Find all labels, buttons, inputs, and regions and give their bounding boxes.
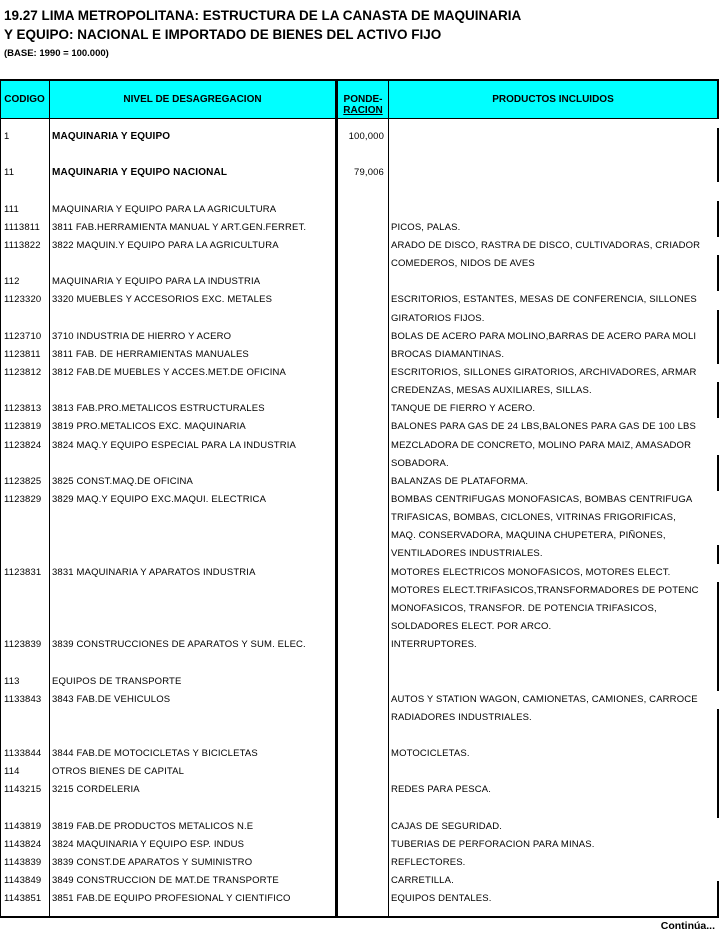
cell-codigo: 1143819 xyxy=(4,820,42,832)
cell-productos: ARADO DE DISCO, RASTRA DE DISCO, CULTIVADORAS, CRIADOR xyxy=(391,239,701,251)
cell-ponderacion xyxy=(338,711,384,725)
cell-productos xyxy=(391,675,719,689)
cell-nivel: 3824 MAQUINARIA Y EQUIPO ESP. INDUS xyxy=(52,838,245,850)
cell-codigo: 1143215 xyxy=(4,784,42,796)
cell-codigo: 1123710 xyxy=(4,330,42,342)
table-row xyxy=(0,820,719,834)
cell-productos: BROCAS DIAMANTINAS. xyxy=(391,348,505,360)
table-row xyxy=(0,566,719,580)
cell-codigo xyxy=(4,656,48,670)
table-row xyxy=(0,275,719,289)
cell-ponderacion xyxy=(338,802,384,816)
table-row xyxy=(0,511,719,525)
cell-productos: BALANZAS DE PLATAFORMA. xyxy=(391,475,529,487)
cell-productos xyxy=(391,203,719,217)
cell-codigo xyxy=(4,547,48,561)
cell-productos xyxy=(391,656,719,670)
cell-nivel: EQUIPOS DE TRANSPORTE xyxy=(52,675,182,687)
cell-nivel: 3813 FAB.PRO.METALICOS ESTRUCTURALES xyxy=(52,403,265,415)
cell-ponderacion xyxy=(338,275,384,289)
cell-productos: BOLAS DE ACERO PARA MOLINO,BARRAS DE ACERO PARA MOLI xyxy=(391,330,697,342)
cell-nivel: 3825 CONST.MAQ.DE OFICINA xyxy=(52,475,194,487)
cell-nivel xyxy=(52,257,335,271)
table-row xyxy=(0,765,719,779)
table-row xyxy=(0,892,719,906)
table-row xyxy=(0,184,719,198)
cell-ponderacion xyxy=(338,892,384,906)
cell-productos: AUTOS Y STATION WAGON, CAMIONETAS, CAMIONES, CARROCE xyxy=(391,693,698,705)
cell-productos: BOMBAS CENTRIFUGAS MONOFASICAS, BOMBAS CENTRIFUGA xyxy=(391,494,693,505)
header-ponderacion xyxy=(338,81,388,118)
table-row xyxy=(0,693,719,707)
cell-codigo: 1113822 xyxy=(4,239,41,251)
header-ponderacion-line-1: PONDE- xyxy=(343,93,383,105)
cell-nivel xyxy=(52,312,335,326)
cell-nivel: MAQUINARIA Y EQUIPO PARA LA AGRICULTURA xyxy=(52,203,277,215)
cell-ponderacion xyxy=(338,529,384,543)
cell-productos: COMEDEROS, NIDOS DE AVES xyxy=(391,258,535,270)
table-row xyxy=(0,420,719,434)
cell-codigo: 114 xyxy=(4,766,20,778)
cell-ponderacion xyxy=(338,457,384,471)
table-row xyxy=(0,312,719,326)
cell-nivel xyxy=(52,711,335,725)
cell-ponderacion xyxy=(338,384,384,398)
cell-nivel xyxy=(52,457,335,471)
table-row xyxy=(0,148,719,162)
cell-productos xyxy=(391,148,719,162)
table-row xyxy=(0,221,719,235)
cell-codigo: 1123320 xyxy=(4,294,42,306)
cell-codigo xyxy=(4,148,48,162)
cell-ponderacion xyxy=(338,856,384,870)
cell-nivel xyxy=(52,148,335,162)
cell-productos: CARRETILLA. xyxy=(391,875,454,887)
cell-nivel xyxy=(52,802,335,816)
cell-ponderacion xyxy=(338,439,384,453)
table-row xyxy=(0,330,719,344)
cell-nivel xyxy=(52,620,335,634)
cell-ponderacion xyxy=(338,620,384,634)
cell-ponderacion xyxy=(338,729,384,743)
cell-codigo: 113 xyxy=(4,675,20,687)
table-row xyxy=(0,802,719,816)
cell-nivel: OTROS BIENES DE CAPITAL xyxy=(52,766,185,778)
cell-ponderacion xyxy=(338,566,384,580)
cell-ponderacion xyxy=(338,874,384,888)
cell-productos: ESCRITORIOS, SILLONES GIRATORIOS, ARCHIVADORES, ARMAR xyxy=(391,366,697,378)
table-row xyxy=(0,439,719,453)
cell-nivel xyxy=(52,729,335,743)
cell-productos: REDES PARA PESCA. xyxy=(391,784,492,796)
cell-ponderacion xyxy=(338,293,384,307)
cell-ponderacion xyxy=(338,184,384,198)
cell-codigo: 1123829 xyxy=(4,494,42,505)
table-row xyxy=(0,675,719,689)
cell-codigo: 1143824 xyxy=(4,838,42,850)
cell-codigo xyxy=(4,457,48,471)
table-row xyxy=(0,348,719,362)
cell-ponderacion xyxy=(338,602,384,616)
cell-productos: RADIADORES INDUSTRIALES. xyxy=(391,711,532,723)
cell-ponderacion xyxy=(338,693,384,707)
cell-nivel: 3844 FAB.DE MOTOCICLETAS Y BICICLETAS xyxy=(52,748,258,760)
cell-productos: INTERRUPTORES. xyxy=(391,639,477,651)
cell-codigo xyxy=(4,511,48,525)
cell-productos: CAJAS DE SEGURIDAD. xyxy=(391,820,503,832)
cell-nivel: 3839 CONST.DE APARATOS Y SUMINISTRO xyxy=(52,857,253,868)
cell-nivel: 3851 FAB.DE EQUIPO PROFESIONAL Y CIENTIFICO xyxy=(52,893,291,905)
cell-productos: MEZCLADORA DE CONCRETO, MOLINO PARA MAIZ, AMASADOR xyxy=(391,439,692,451)
cell-codigo: 1133843 xyxy=(4,693,42,705)
cell-ponderacion xyxy=(338,239,384,253)
cell-ponderacion xyxy=(338,656,384,670)
cell-ponderacion: 79,006 xyxy=(354,167,384,179)
cell-nivel: 3822 MAQUIN.Y EQUIPO PARA LA AGRICULTURA xyxy=(52,239,279,251)
cell-nivel: MAQUINARIA Y EQUIPO PARA LA INDUSTRIA xyxy=(52,276,261,288)
table-row xyxy=(0,656,719,670)
table-row xyxy=(0,856,719,870)
cell-productos: PICOS, PALAS. xyxy=(391,221,461,233)
cell-productos xyxy=(391,729,719,743)
cell-nivel: 3839 CONSTRUCCIONES DE APARATOS Y SUM. ELEC. xyxy=(52,639,306,651)
cell-codigo: 1123819 xyxy=(4,421,42,433)
cell-ponderacion xyxy=(338,420,384,434)
cell-productos: SOBADORA. xyxy=(391,457,449,469)
cell-ponderacion xyxy=(338,148,384,162)
cell-codigo: 1123831 xyxy=(4,566,42,578)
table-header xyxy=(0,81,719,119)
cell-codigo: 1123825 xyxy=(4,475,42,487)
table-row xyxy=(0,239,719,253)
cell-ponderacion xyxy=(338,366,384,380)
table-row xyxy=(0,402,719,416)
table-row xyxy=(0,783,719,797)
cell-codigo xyxy=(4,384,48,398)
table-row xyxy=(0,475,719,489)
cell-codigo: 111 xyxy=(4,203,19,215)
cell-nivel: 3811 FAB. DE HERRAMIENTAS MANUALES xyxy=(52,348,249,360)
table-row xyxy=(0,838,719,852)
cell-nivel xyxy=(52,384,335,398)
cell-productos: CREDENZAS, MESAS AUXILIARES, SILLAS. xyxy=(391,385,592,397)
cell-productos: SOLDADORES ELECT. POR ARCO. xyxy=(391,621,552,633)
cell-productos: VENTILADORES INDUSTRIALES. xyxy=(391,548,543,560)
cell-codigo: 1143849 xyxy=(4,875,42,887)
cell-nivel: MAQUINARIA Y EQUIPO xyxy=(52,131,171,142)
cell-productos: MOTOCICLETAS. xyxy=(391,748,470,760)
table-row xyxy=(0,547,719,561)
cell-codigo: 1123812 xyxy=(4,366,42,378)
table-row xyxy=(0,457,719,471)
cell-nivel: 3320 MUEBLES Y ACCESORIOS EXC. METALES xyxy=(52,294,273,306)
cell-codigo xyxy=(4,602,48,616)
cell-productos: TANQUE DE FIERRO Y ACERO. xyxy=(391,403,536,415)
header-productos: PRODUCTOS INCLUIDOS xyxy=(492,94,614,105)
cell-codigo: 1113811 xyxy=(4,221,40,233)
cell-productos xyxy=(391,802,719,816)
table-row xyxy=(0,203,719,217)
cell-ponderacion xyxy=(338,547,384,561)
cell-codigo: 1123824 xyxy=(4,439,42,451)
table-row xyxy=(0,293,719,307)
cell-nivel xyxy=(52,184,335,198)
header-ponderacion-line-2: RACION xyxy=(343,104,383,116)
table-row xyxy=(0,602,719,616)
cell-codigo xyxy=(4,257,48,271)
cell-codigo xyxy=(4,711,48,725)
page-title-line-2: Y EQUIPO: NACIONAL E IMPORTADO DE BIENES DEL ACTIVO FIJO xyxy=(4,27,442,42)
cell-ponderacion xyxy=(338,675,384,689)
table-row xyxy=(0,747,719,761)
data-table xyxy=(0,79,719,918)
cell-codigo xyxy=(4,529,48,543)
cell-codigo xyxy=(4,802,48,816)
cell-productos: EQUIPOS DENTALES. xyxy=(391,893,492,905)
continua-label: Continúa... xyxy=(660,920,715,932)
cell-nivel: 3831 MAQUINARIA Y APARATOS INDUSTRIA xyxy=(52,566,256,578)
cell-productos xyxy=(391,166,719,180)
cell-codigo xyxy=(4,729,48,743)
cell-nivel xyxy=(52,511,335,525)
cell-ponderacion xyxy=(338,475,384,489)
cell-codigo xyxy=(4,184,48,198)
cell-nivel xyxy=(52,656,335,670)
cell-nivel: MAQUINARIA Y EQUIPO NACIONAL xyxy=(52,167,228,179)
cell-productos: MONOFASICOS, TRANSFOR. DE POTENCIA TRIFASICOS, xyxy=(391,602,657,614)
table-row xyxy=(0,874,719,888)
cell-productos: MOTORES ELECT.TRIFASICOS,TRANSFORMADORES DE POTENC xyxy=(391,584,699,596)
cell-nivel: 3819 FAB.DE PRODUCTOS METALICOS N.E xyxy=(52,820,254,832)
cell-codigo: 1133844 xyxy=(4,748,42,760)
table-row xyxy=(0,529,719,543)
cell-codigo: 1143839 xyxy=(4,857,42,868)
cell-productos: BALONES PARA GAS DE 24 LBS,BALONES PARA GAS DE 100 LBS xyxy=(391,421,697,433)
cell-ponderacion xyxy=(338,330,384,344)
cell-ponderacion xyxy=(338,838,384,852)
table-row xyxy=(0,711,719,725)
cell-codigo xyxy=(4,312,48,326)
cell-productos: GIRATORIOS FIJOS. xyxy=(391,312,485,324)
cell-nivel: 3829 MAQ.Y EQUIPO EXC.MAQUI. ELECTRICA xyxy=(52,494,267,505)
cell-ponderacion xyxy=(338,493,384,507)
cell-nivel xyxy=(52,529,335,543)
cell-nivel: 3849 CONSTRUCCION DE MAT.DE TRANSPORTE xyxy=(52,875,279,887)
cell-ponderacion xyxy=(338,820,384,834)
cell-codigo: 112 xyxy=(4,276,20,288)
cell-productos: MOTORES ELECTRICOS MONOFASICOS, MOTORES ELECT. xyxy=(391,566,671,578)
cell-productos xyxy=(391,184,719,198)
cell-codigo xyxy=(4,620,48,634)
cell-codigo: 1123811 xyxy=(4,348,41,360)
cell-codigo: 1 xyxy=(4,131,10,142)
cell-ponderacion xyxy=(338,511,384,525)
cell-productos xyxy=(391,130,719,144)
table-row xyxy=(0,130,719,144)
base-note: (BASE: 1990 = 100.000) xyxy=(4,48,109,59)
cell-ponderacion xyxy=(338,348,384,362)
cell-ponderacion xyxy=(338,257,384,271)
header-nivel: NIVEL DE DESAGREGACION xyxy=(123,94,262,105)
cell-productos xyxy=(391,275,719,289)
header-codigo: CODIGO xyxy=(4,94,45,105)
cell-nivel xyxy=(52,584,335,598)
cell-codigo xyxy=(4,584,48,598)
cell-ponderacion xyxy=(338,638,384,652)
cell-codigo: 1123813 xyxy=(4,403,42,415)
cell-codigo: 1143851 xyxy=(4,893,42,905)
cell-nivel: 3819 PRO.METALICOS EXC. MAQUINARIA xyxy=(52,421,246,433)
cell-ponderacion xyxy=(338,312,384,326)
table-row xyxy=(0,729,719,743)
cell-nivel: 3843 FAB.DE VEHICULOS xyxy=(52,693,171,705)
table-row xyxy=(0,493,719,507)
page-title-line-1: 19.27 LIMA METROPOLITANA: ESTRUCTURA DE LA CANASTA DE MAQUINARIA xyxy=(4,8,522,23)
cell-nivel xyxy=(52,602,335,616)
cell-ponderacion xyxy=(338,221,384,235)
cell-ponderacion xyxy=(338,783,384,797)
cell-nivel: 3824 MAQ.Y EQUIPO ESPECIAL PARA LA INDUSTRIA xyxy=(52,439,297,451)
table-row xyxy=(0,166,719,180)
cell-ponderacion xyxy=(338,584,384,598)
cell-codigo: 1123839 xyxy=(4,639,42,651)
table-row xyxy=(0,638,719,652)
cell-productos xyxy=(391,765,719,779)
cell-productos: MAQ. CONSERVADORA, MAQUINA CHUPETERA, PIÑONES, xyxy=(391,530,666,542)
table-row xyxy=(0,384,719,398)
cell-productos: REFLECTORES. xyxy=(391,857,466,868)
cell-ponderacion xyxy=(338,747,384,761)
cell-productos: ESCRITORIOS, ESTANTES, MESAS DE CONFERENCIA, SILLONES xyxy=(391,294,697,306)
cell-nivel: 3215 CORDELERIA xyxy=(52,784,140,796)
cell-productos: TRIFASICAS, BOMBAS, CICLONES, VITRINAS FRIGORIFICAS, xyxy=(391,512,676,524)
cell-nivel xyxy=(52,547,335,561)
cell-codigo: 11 xyxy=(4,167,15,179)
cell-productos: TUBERIAS DE PERFORACION PARA MINAS. xyxy=(391,838,595,850)
cell-ponderacion xyxy=(338,402,384,416)
cell-ponderacion xyxy=(338,765,384,779)
cell-nivel: 3812 FAB.DE MUEBLES Y ACCES.MET.DE OFICINA xyxy=(52,366,287,378)
table-row xyxy=(0,257,719,271)
table-row xyxy=(0,620,719,634)
table-row xyxy=(0,366,719,380)
cell-ponderacion: 100,000 xyxy=(348,131,384,142)
table-row xyxy=(0,584,719,598)
cell-nivel: 3710 INDUSTRIA DE HIERRO Y ACERO xyxy=(52,330,232,342)
cell-nivel: 3811 FAB.HERRAMIENTA MANUAL Y ART.GEN.FERRET. xyxy=(52,221,307,233)
cell-ponderacion xyxy=(338,203,384,217)
